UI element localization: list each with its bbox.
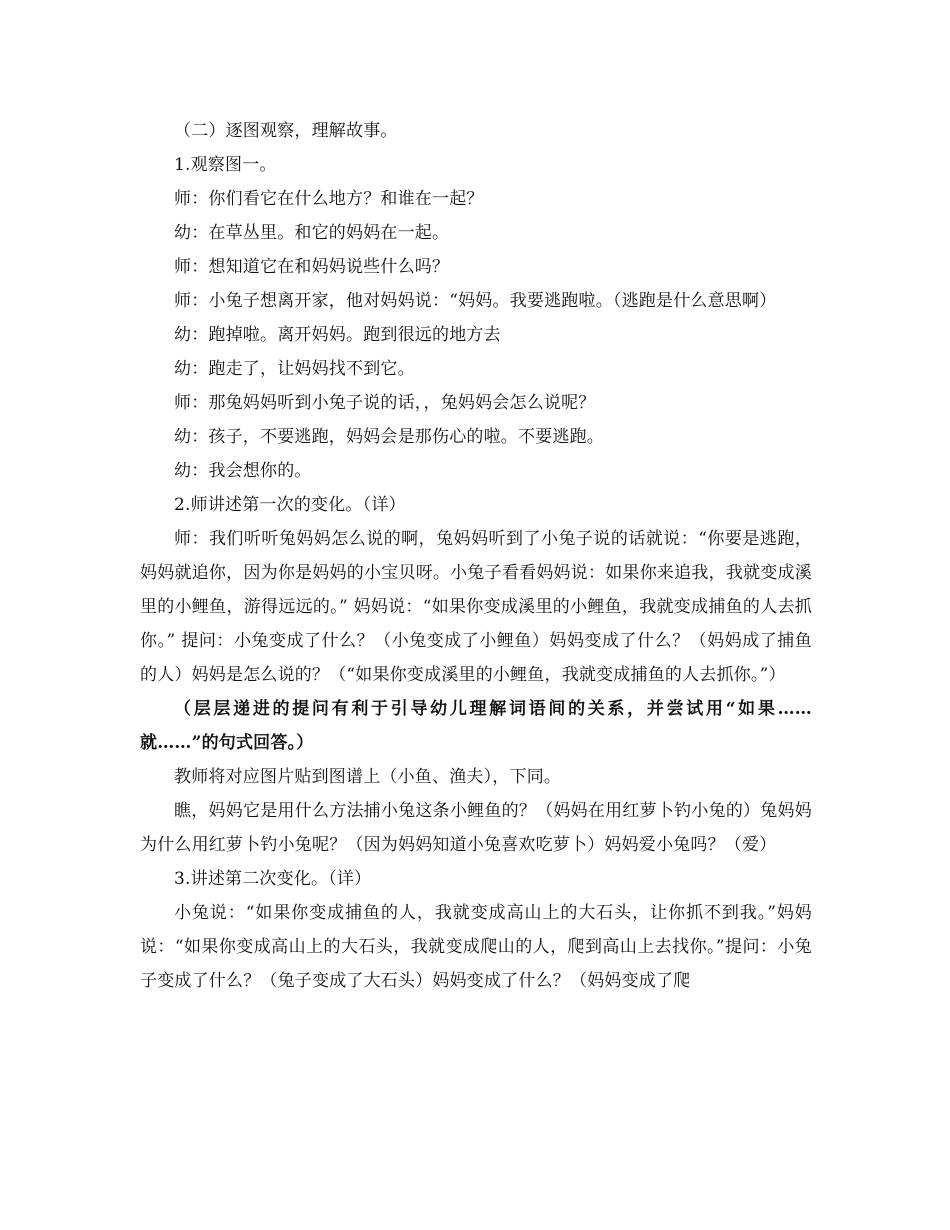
dialogue-line: 幼：跑掉啦。离开妈妈。跑到很远的地方去 <box>174 325 501 345</box>
narrative-paragraph: 教师将对应图片贴到图谱上（小鱼、渔夫），下同。 <box>174 767 562 787</box>
step-heading: 1.观察图一。 <box>174 155 277 175</box>
step-heading: 2.师讲述第一次的变化。（详） <box>174 495 406 515</box>
document-body <box>140 114 812 998</box>
dialogue-line: 幼：我会想你的。 <box>174 461 312 481</box>
narrative-paragraph: 瞧，妈妈它是用什么方法捕小兔这条小鲤鱼的？（妈妈在用红萝卜钓小兔的）兔妈妈为什么用红萝卜钓小兔呢？（因为妈妈知道小兔喜欢吃萝卜）妈妈爱小兔吗？（爱） <box>140 801 812 855</box>
section-heading: （二）逐图观察，理解故事。 <box>174 121 398 141</box>
narrative-paragraph: 小兔说：“如果你变成捕鱼的人，我就变成高山上的大石头，让你抓不到我。”妈妈说：“如果你变成高山上的大石头，我就变成爬山的人，爬到高山上去找你。”提问：小兔子变成了什么？（兔子变成了大石头）妈妈变成了什么？（妈妈变成了爬 <box>140 903 812 991</box>
dialogue-line: 师：那兔妈妈听到小兔子说的话，，兔妈妈会怎么说呢？ <box>174 393 596 413</box>
dialogue-line: 师：你们看它在什么地方？和谁在一起？ <box>174 189 484 209</box>
narrative-paragraph: 师：我们听听兔妈妈怎么说的啊，兔妈妈听到了小兔子说的话就说：“你要是逃跑，妈妈就追你，因为你是妈妈的小宝贝呀。小兔子看看妈妈说：如果你来追我，我就变成溪里的小鲤鱼，游得远远的。” 妈妈说：“如果你变成溪里的小鲤鱼，我就变成捕鱼的人去抓你。” 提问：小兔变成了什么？（小兔变成了小鲤鱼）妈妈变成了什么？（妈妈成了捕鱼的人）妈妈是怎么说的？（“如果你变成溪里的小鲤鱼，我就变成捕鱼的人去抓你。”） <box>140 529 812 685</box>
dialogue-line: 幼：在草丛里。和它的妈妈在一起。 <box>174 223 450 243</box>
dialogue-line: 幼：孩子，不要逃跑，妈妈会是那伤心的啦。不要逃跑。 <box>174 427 604 447</box>
dialogue-line: 师：想知道它在和妈妈说些什么吗？ <box>174 257 450 277</box>
dialogue-line: 幼：跑走了，让妈妈找不到它。 <box>174 359 415 379</box>
step-heading: 3.讲述第二次变化。（详） <box>174 869 372 889</box>
bold-note: （层层递进的提问有利于引导幼儿理解词语间的关系，并尝试用“如果……就……”的句式回答。） <box>140 699 812 753</box>
dialogue-line: 师：小兔子想离开家，他对妈妈说：“妈妈。我要逃跑啦。（逃跑是什么意思啊） <box>174 291 777 311</box>
